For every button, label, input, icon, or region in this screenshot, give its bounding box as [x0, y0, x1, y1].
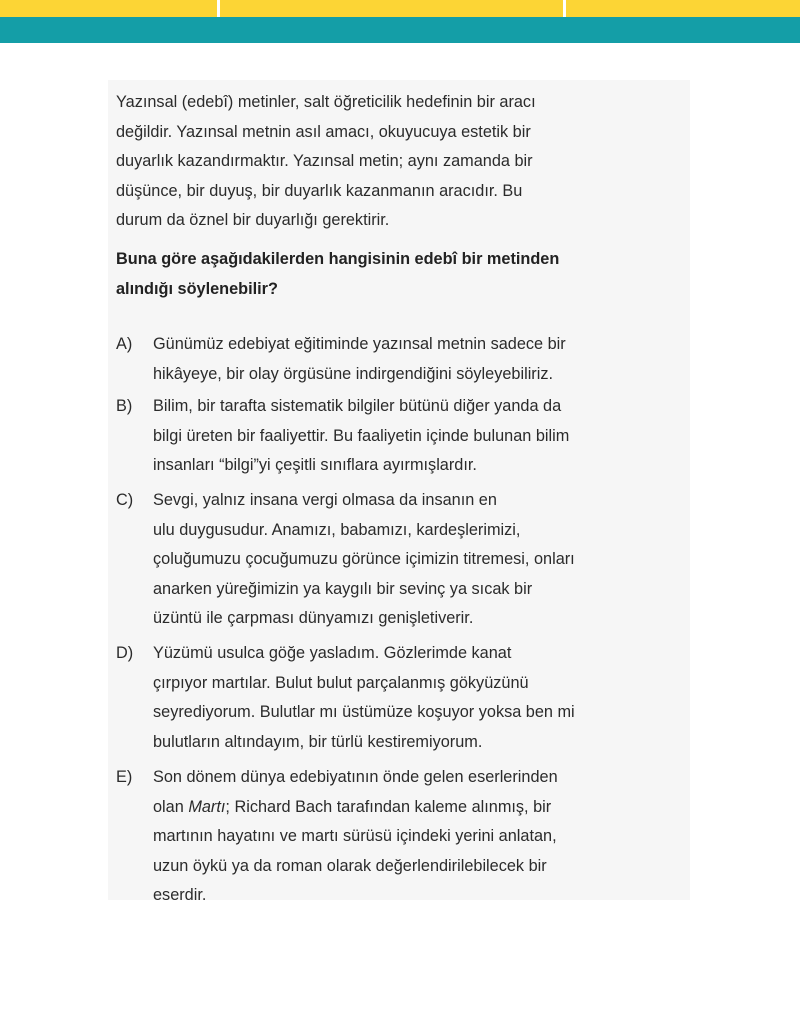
option-line: Son dönem dünya edebiyatının önde gelen eserlerinden: [153, 768, 558, 786]
passage-line: Yazınsal (edebî) metinler, salt öğreticilik hedefinin bir aracı: [116, 93, 536, 111]
option-line: bilgi üreten bir faaliyettir. Bu faaliyetin içinde bulunan bilim: [153, 426, 570, 445]
option-line-fragment: olan: [153, 797, 189, 816]
option-line: ulu duygusudur. Anamızı, babamızı, kardeşlerimizi,: [153, 520, 521, 539]
option-text: [153, 486, 683, 634]
option-line: üzüntü ile çarpması dünyamızı genişletiverir.: [153, 609, 474, 628]
option-line: çoluğumuzu çocuğumuzu görünce içimizin titremesi, onları: [153, 550, 575, 569]
teal-stripe: [0, 17, 800, 43]
option-line: insanları “bilgi”yi çeşitli sınıflara ayırmışlardır.: [153, 456, 477, 475]
stripe-divider: [217, 0, 220, 17]
option-letter: B): [116, 397, 133, 415]
option-letter: C): [116, 491, 134, 509]
option-line: Yüzümü usulca göğe yasladım. Gözlerimde kanat: [153, 644, 512, 662]
option-line: hikâyeye, bir olay örgüsüne indirgendiğini söyleyebiliriz.: [153, 364, 554, 383]
yellow-stripe: [0, 0, 800, 17]
option-text: [153, 392, 683, 481]
option-line: Sevgi, yalnız insana vergi olmasa da insanın en: [153, 491, 497, 509]
option-line: uzun öykü ya da roman olarak değerlendirilebilecek bir: [153, 856, 547, 875]
option-letter: A): [116, 335, 133, 353]
option-text: [153, 639, 683, 757]
option-line: bulutların altındayım, bir türlü kestiremiyorum.: [153, 732, 483, 751]
passage-line: durum da öznel bir duyarlığı gerektirir.: [116, 211, 390, 230]
option-line: seyrediyorum. Bulutlar mı üstümüze koşuyor yoksa ben mi: [153, 703, 575, 722]
passage-line: düşünce, bir duyuş, bir duyarlık kazanmanın aracıdır. Bu: [116, 181, 523, 200]
option-line-fragment: ; Richard Bach tarafından kaleme alınmış, bir: [225, 797, 552, 816]
option-line: martının hayatını ve martı sürüsü içindeki yerini anlatan,: [153, 827, 557, 846]
option-line: anarken yüreğimizin ya kaygılı bir sevinç ya sıcak bir: [153, 579, 533, 598]
option-line: eserdir.: [153, 886, 207, 905]
question-stem: [116, 245, 676, 304]
option-line: [153, 793, 683, 823]
option-text: [153, 330, 683, 389]
option-letter: E): [116, 768, 133, 786]
stripe-divider: [563, 0, 566, 17]
option-letter: D): [116, 644, 134, 662]
question-line: alındığı söylenebilir?: [116, 279, 278, 298]
header-band: [0, 0, 800, 44]
option-line: Günümüz edebiyat eğitiminde yazınsal metnin sadece bir: [153, 335, 566, 353]
book-title: Martı: [188, 797, 226, 816]
passage-text: [116, 88, 676, 236]
option-line: çırpıyor martılar. Bulut bulut parçalanmış gökyüzünü: [153, 673, 529, 692]
question-panel: [108, 80, 690, 905]
option-text: [153, 763, 683, 911]
option-line: Bilim, bir tarafta sistematik bilgiler bütünü diğer yanda da: [153, 397, 562, 415]
passage-line: değildir. Yazınsal metnin asıl amacı, okuyucuya estetik bir: [116, 122, 531, 141]
question-line: Buna göre aşağıdakilerden hangisinin edebî bir metinden: [116, 250, 560, 268]
passage-line: duyarlık kazandırmaktır. Yazınsal metin; aynı zamanda bir: [116, 152, 533, 171]
